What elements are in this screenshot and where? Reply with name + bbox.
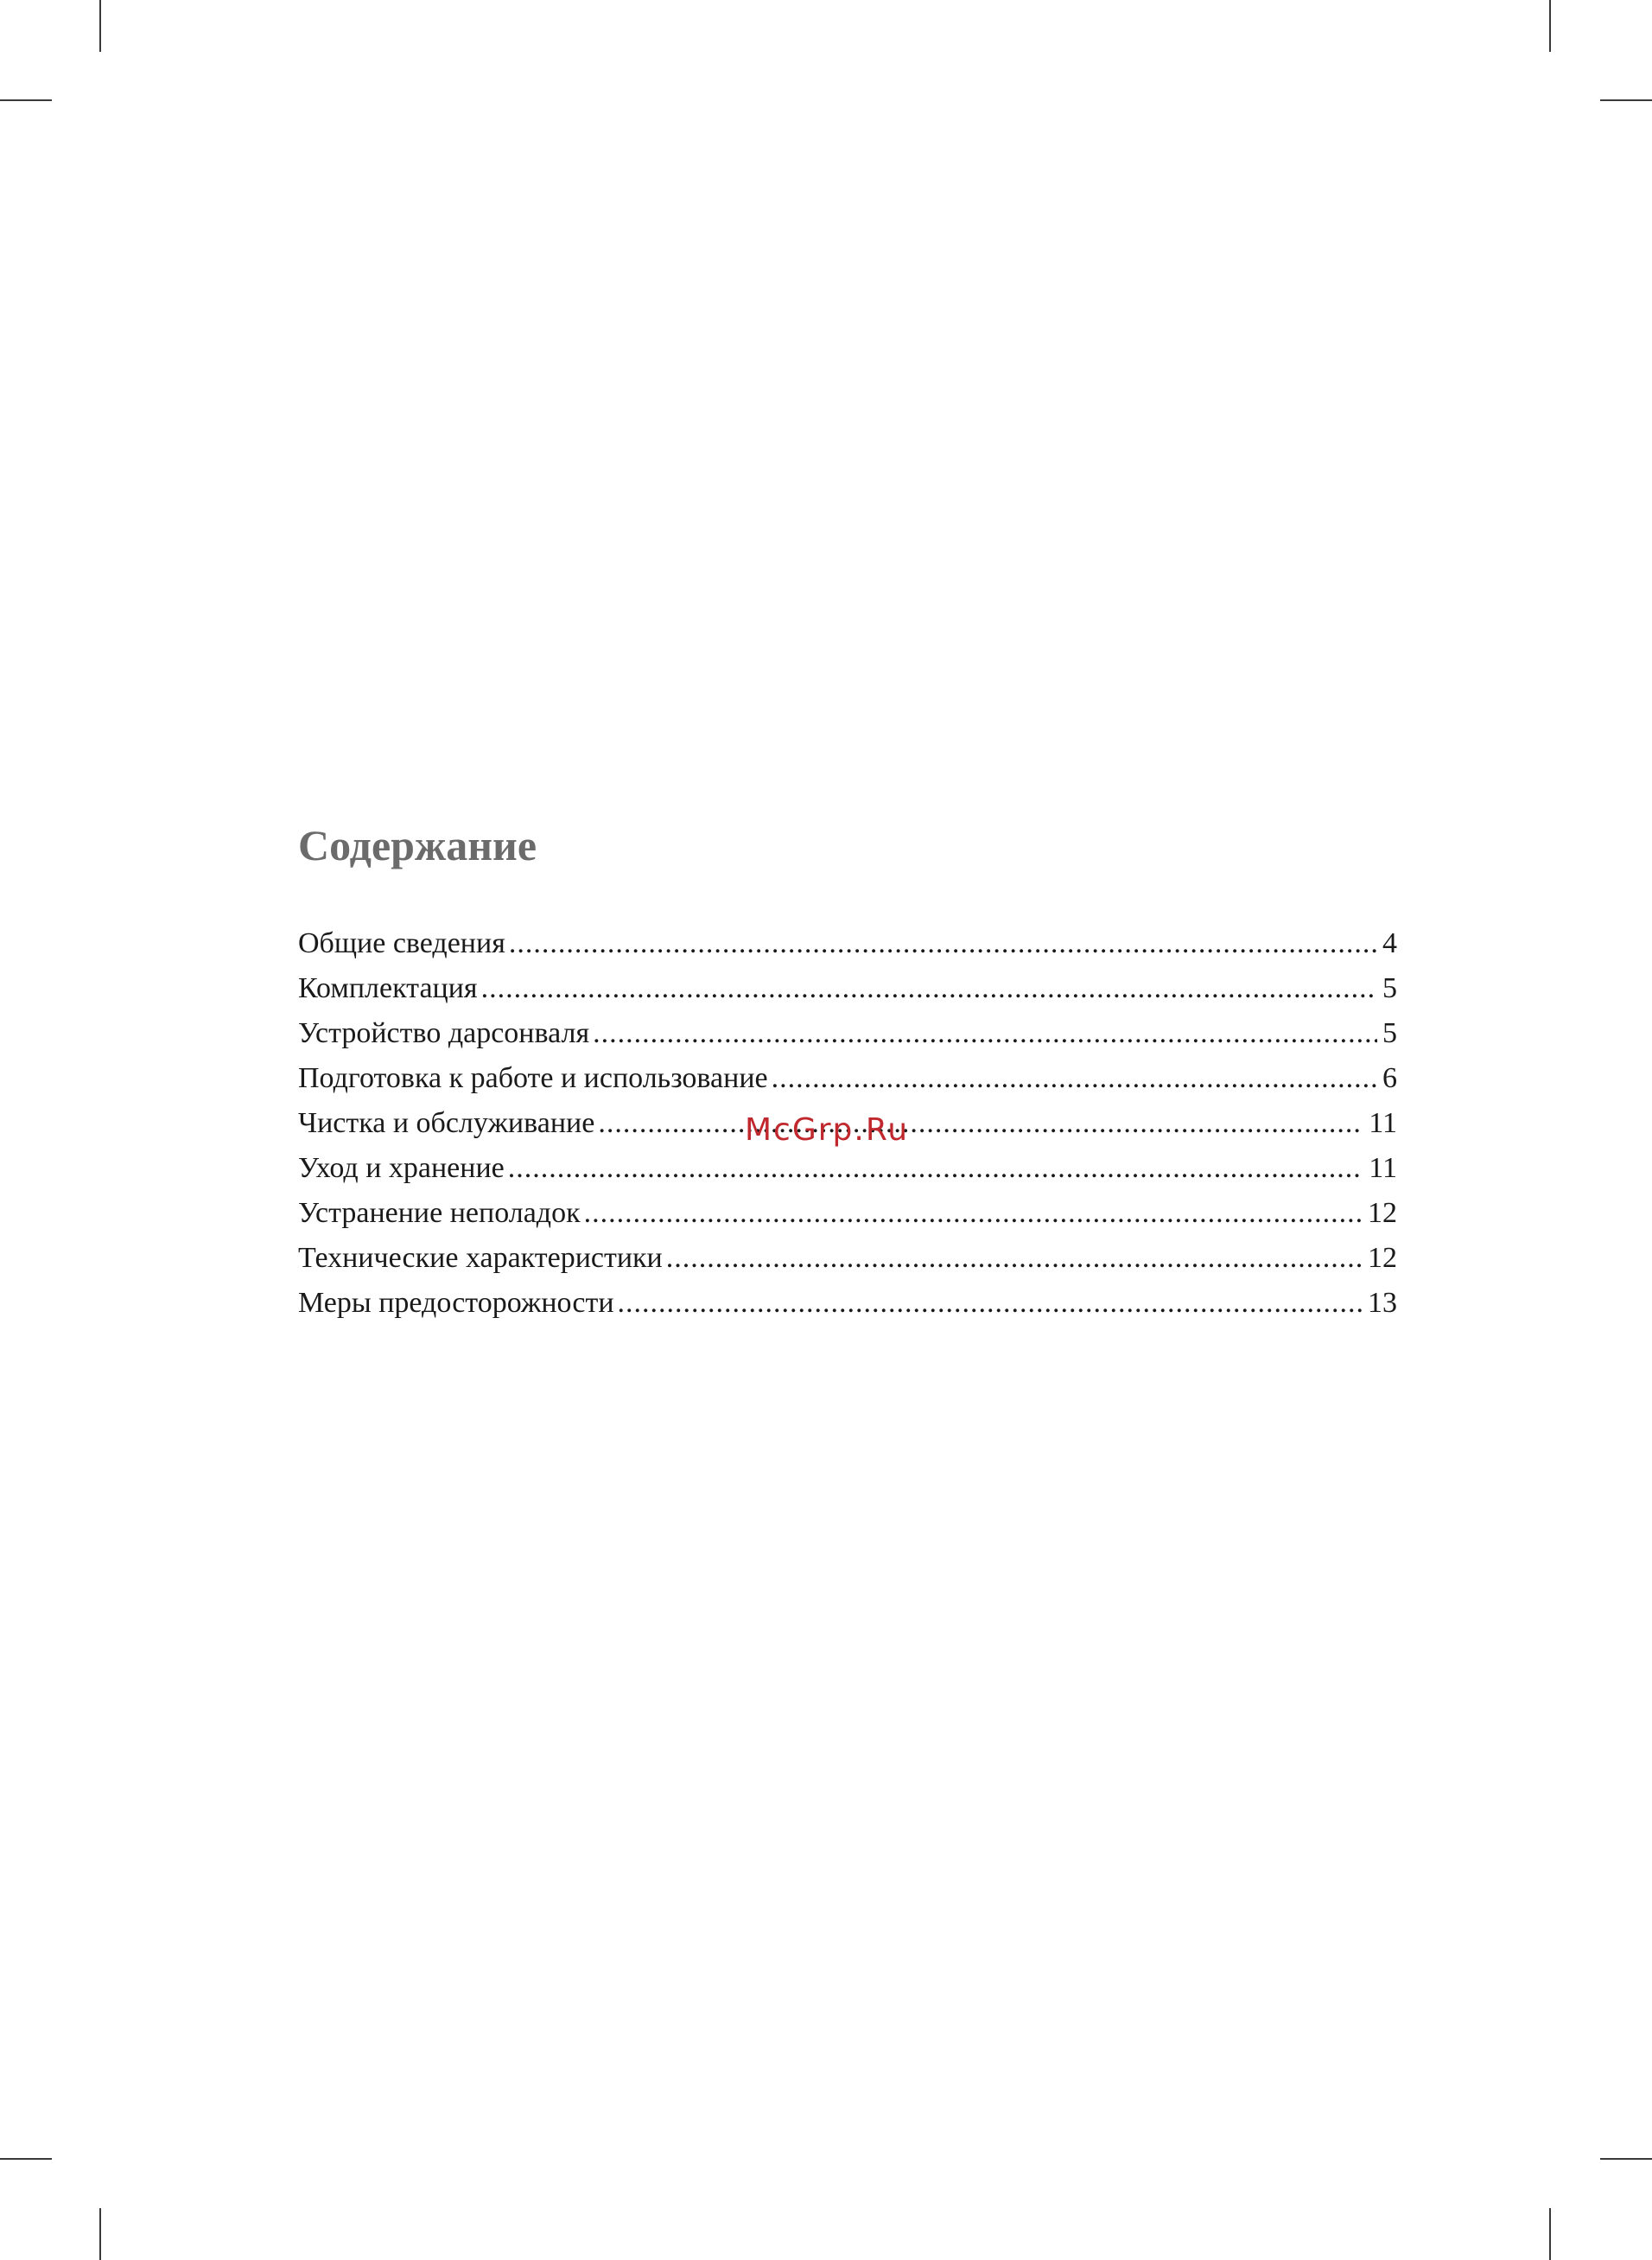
toc-entry[interactable] xyxy=(298,1011,1397,1056)
toc-entry-label: Комплектация xyxy=(298,972,478,1004)
crop-mark-bottom-right-horizontal xyxy=(1600,2158,1652,2160)
toc-dot-leader xyxy=(618,1281,1363,1326)
toc-entry[interactable] xyxy=(298,921,1397,966)
toc-entry-page-number: 5 xyxy=(1382,1017,1397,1049)
crop-mark-top-right-horizontal xyxy=(1600,99,1652,101)
crop-mark-bottom-left-vertical xyxy=(99,2208,101,2260)
crop-mark-top-left-horizontal xyxy=(0,99,52,101)
toc-entry-label: Устройство дарсонваля xyxy=(298,1017,590,1049)
toc-entry[interactable] xyxy=(298,1236,1397,1281)
toc-dot-leader xyxy=(593,1011,1377,1056)
toc-title: Содержание xyxy=(298,821,537,869)
toc-entry-label: Устранение неполадок xyxy=(298,1197,581,1229)
toc-dot-leader xyxy=(509,921,1377,966)
toc-entry[interactable] xyxy=(298,1146,1397,1191)
toc-entry-label: Чистка и обслуживание xyxy=(298,1107,595,1139)
toc-dot-leader xyxy=(598,1101,1363,1146)
toc-entry-label: Меры предосторожности xyxy=(298,1287,614,1319)
crop-mark-top-left-vertical xyxy=(99,0,101,52)
toc-dot-leader xyxy=(772,1056,1377,1101)
crop-mark-top-right-vertical xyxy=(1549,0,1551,52)
toc-entry-page-number: 11 xyxy=(1369,1152,1397,1184)
toc-entry-page-number: 13 xyxy=(1368,1287,1397,1319)
toc-entry[interactable] xyxy=(298,1191,1397,1236)
toc-entry-page-number: 12 xyxy=(1368,1242,1397,1274)
toc-entry[interactable] xyxy=(298,966,1397,1011)
toc-entry-page-number: 12 xyxy=(1368,1197,1397,1229)
toc-entry-label: Общие сведения xyxy=(298,927,505,959)
toc-entry-label: Подготовка к работе и использование xyxy=(298,1062,768,1094)
toc-entry-label: Технические характеристики xyxy=(298,1242,663,1274)
crop-mark-bottom-right-vertical xyxy=(1549,2208,1551,2260)
toc-entry-page-number: 6 xyxy=(1382,1062,1397,1094)
toc-entry[interactable] xyxy=(298,1281,1397,1326)
toc-dot-leader xyxy=(481,966,1377,1011)
toc-dot-leader xyxy=(508,1146,1364,1191)
toc-entry-page-number: 4 xyxy=(1382,927,1397,959)
toc-entry-label: Уход и хранение xyxy=(298,1152,505,1184)
toc-entry-page-number: 5 xyxy=(1382,972,1397,1004)
toc-dot-leader xyxy=(666,1236,1363,1281)
watermark-text: McGrp.Ru xyxy=(745,1112,910,1148)
toc-entry-page-number: 11 xyxy=(1369,1107,1397,1139)
crop-mark-bottom-left-horizontal xyxy=(0,2158,52,2160)
toc-entry[interactable] xyxy=(298,1056,1397,1101)
toc-dot-leader xyxy=(584,1191,1363,1236)
